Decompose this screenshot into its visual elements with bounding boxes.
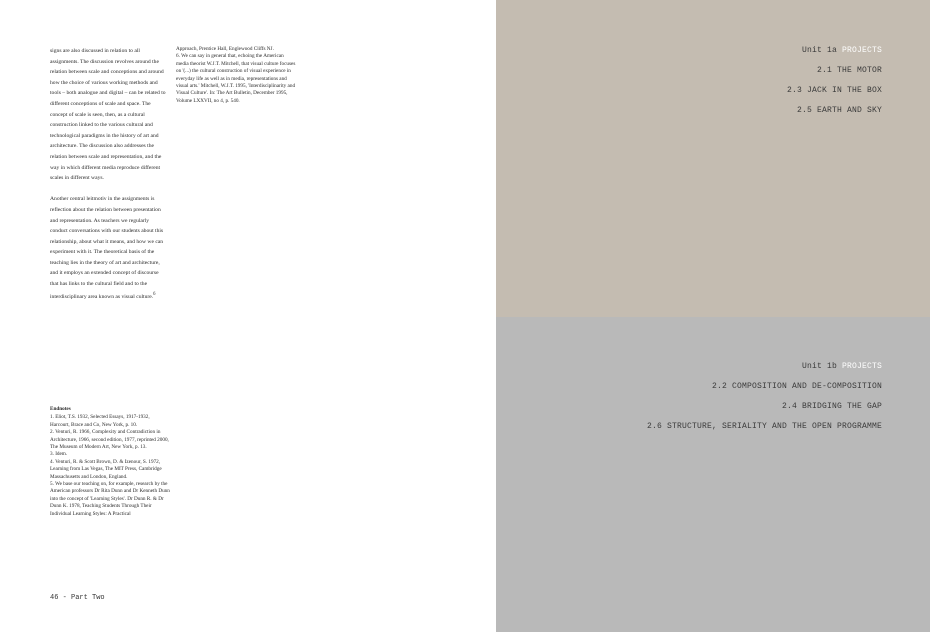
project-item: 2.6 STRUCTURE, SERIALITY AND THE OPEN PROGRAMME — [646, 422, 882, 431]
main-text-column — [50, 46, 168, 313]
project-item: 2.5 EARTH AND SKY — [796, 106, 882, 115]
body-paragraph-2-text: Another central leitmotiv in the assignments is reflection about the relation between presentation and representation. As teachers we regularly conduct conversations with our students about this relationship, about what it means, and how we can experiment with it. The theoretical basis of the teaching lies in the theory of art and architecture, and it employs an extended concept of discourse that has links to the cultural field and to the interdisciplinary area known as visual culture. — [50, 196, 164, 300]
endnote-2: 2. Venturi, R. 1966, Complexity and Contradiction in Architecture, 1966, second edition, 1977, reprinted 2000, The Museum of Modern Art, New York, p. 13. — [50, 429, 169, 451]
unit-1b-title — [647, 362, 882, 371]
project-item: 2.3 JACK IN THE BOX — [786, 86, 882, 95]
endnote-4: 4. Venturi, R. & Scott Brown, D. & Izenour, S. 1972, Learning from Las Vegas, The MIT Press, Cambridge Massachusetts and London, England. — [50, 458, 162, 480]
endnotes — [50, 406, 170, 518]
project-item: 2.4 BRIDGING THE GAP — [781, 402, 882, 411]
endnotes-heading: Endnotes — [50, 406, 71, 412]
unit-1a-panel — [496, 0, 930, 317]
unit-1a-projects-label: PROJECTS — [841, 46, 882, 55]
endnote-3: 3. Idem. — [50, 451, 68, 458]
note-6: 6. We can say in general that, echoing the American media theorist W.J.T. Mitchell, that visual culture focuses on '(...) the cultural construction of visual experience in everyday life as well as in media, representations and visual arts.' Mitchell, W.J.T. 1995, 'Interdisciplinarity and Visual Culture'. In: The Art Bulletin, December 1995, Volume LXXVII, no 4, p. 540. — [176, 53, 296, 104]
note-continued: Approach, Prentice Hall, Englewood Cliffs NJ. — [176, 46, 274, 52]
page-number: 46 - Part Two — [50, 594, 105, 602]
unit-1b-label: Unit 1b — [801, 362, 837, 371]
project-item: 2.1 THE MOTOR — [816, 66, 882, 75]
project-item: 2.2 COMPOSITION AND DE-COMPOSITION — [711, 382, 882, 391]
unit-1b-panel — [496, 317, 930, 632]
unit-1b-list — [647, 362, 882, 442]
unit-1a-title — [787, 46, 882, 55]
endnote-5: 5. We base our teaching on, for example, research by the American professors Dr Rita Dunn and Dr Kenneth Dunn into the concept of 'Learning Styles'. Dr Dunn R. & Dr Dunn K. 1978, Teaching Students Through Their Individual Learning Styles: A Practical — [50, 481, 170, 517]
unit-1b-projects-label: PROJECTS — [841, 362, 882, 371]
unit-1a-label: Unit 1a — [801, 46, 837, 55]
endnote-1: 1. Eliot, T.S. 1932, Selected Essays, 1917-1932, Harcourt, Brace and Co, New York, p. 10. — [50, 414, 150, 428]
footnote-ref: 6 — [153, 291, 156, 297]
notes-continued-column — [176, 46, 296, 105]
body-paragraph-1: signs are also discussed in relation to all assignments. The discussion revolves around the relation between scale and conceptions and around how the choice of various working methods and tools – both analogue and digital – can be related to different conceptions of scale and space. The concept of scale is seen, then, as a cultural construction linked to the various cultural and technological paradigms in the history of art and architecture. The discussion also addresses the relation between scale and representation, and the way in which different media reproduce different scales in different ways. — [50, 48, 166, 182]
unit-1a-list — [787, 46, 882, 126]
body-paragraph-2 — [50, 194, 168, 302]
